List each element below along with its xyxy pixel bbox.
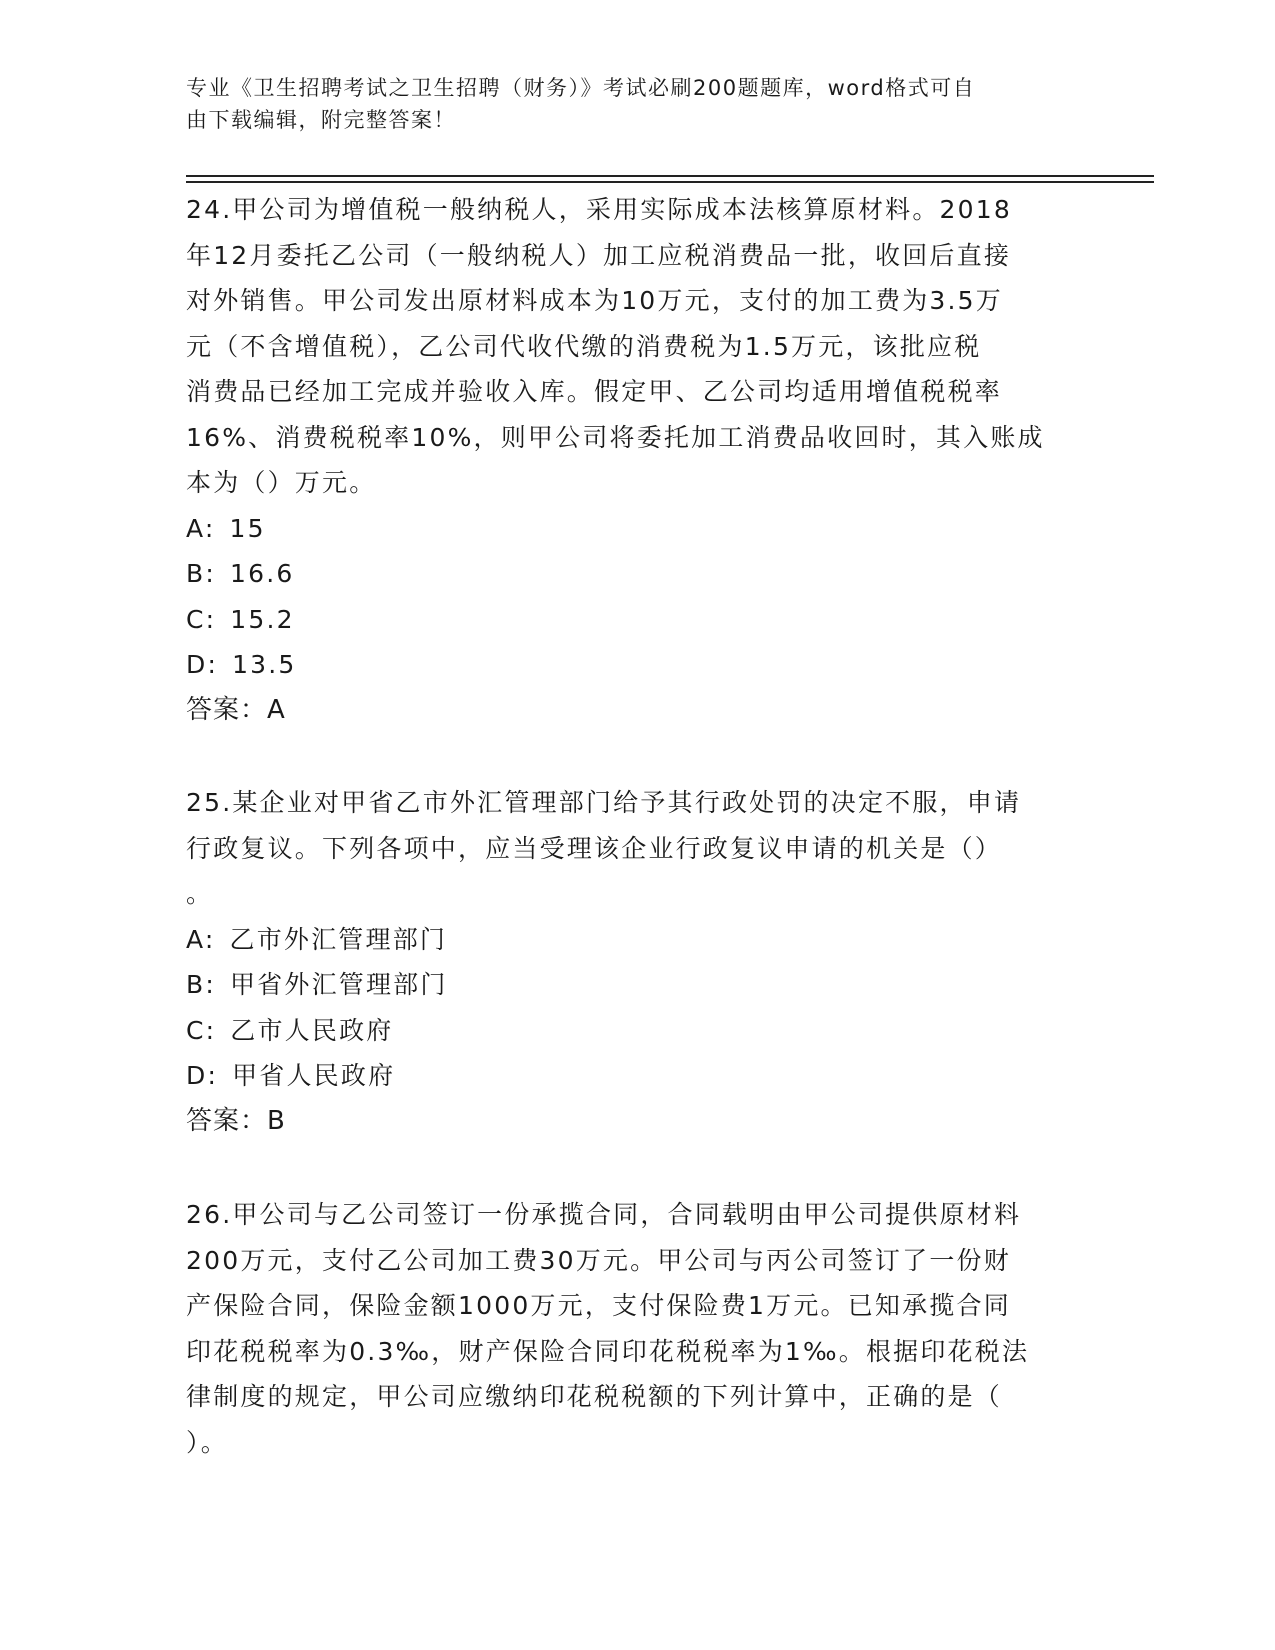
option-letter: B: <box>186 559 216 588</box>
question-24-line-2: 年12月委托乙公司（一般纳税人）加工应税消费品一批，收回后直接 <box>186 240 1012 270</box>
option-text: 甲省人民政府 <box>232 1061 396 1090</box>
question-24-option-c <box>186 597 1066 643</box>
header-divider-bottom <box>186 181 1154 183</box>
question-24-option-a <box>186 506 1066 552</box>
option-letter: C: <box>186 604 217 634</box>
question-25 <box>186 780 1066 1144</box>
question-24-option-b <box>186 551 1066 597</box>
question-25-line-1: 25.某企业对甲省乙市外汇管理部门给予其行政处罚的决定不服，申请 <box>186 788 1022 817</box>
question-26-line-3: 产保险合同，保险金额1000万元，支付保险费1万元。已知承揽合同 <box>186 1291 1011 1320</box>
option-text: 15 <box>229 513 266 543</box>
question-25-option-d <box>186 1053 1066 1099</box>
question-26-line-6: ）。 <box>186 1427 228 1457</box>
question-24-line-6: 16%、消费税税率10%，则甲公司将委托加工消费品收回时，其入账成 <box>186 422 1045 452</box>
header-divider-top <box>186 175 1154 177</box>
question-24-line-7: 本为（）万元。 <box>186 468 377 497</box>
option-letter: A: <box>186 513 216 543</box>
option-letter: A: <box>186 924 216 954</box>
question-24-line-3: 对外销售。甲公司发出原材料成本为10万元，支付的加工费为3.5万 <box>186 286 1003 315</box>
question-24-line-5: 消费品已经加工完成并验收入库。假定甲、乙公司均适用增值税税率 <box>186 377 1003 406</box>
option-text: 乙市人民政府 <box>230 1015 394 1045</box>
option-letter: D: <box>186 1061 219 1090</box>
question-26-line-1: 26.甲公司与乙公司签订一份承揽合同，合同载明由甲公司提供原材料 <box>186 1200 1022 1229</box>
question-25-line-3: 。 <box>186 879 214 908</box>
option-text: 16.6 <box>229 559 295 588</box>
option-text: 甲省外汇管理部门 <box>229 970 448 999</box>
question-25-option-a <box>186 917 1066 963</box>
option-text: 13.5 <box>232 650 297 679</box>
option-text: 乙市外汇管理部门 <box>229 924 448 954</box>
question-26-line-5: 律制度的规定，甲公司应缴纳印花税税额的下列计算中，正确的是（ <box>186 1382 1003 1411</box>
option-text: 15.2 <box>230 604 295 634</box>
option-letter: C: <box>186 1015 217 1045</box>
question-24-option-d <box>186 642 1066 688</box>
question-25-line-2: 行政复议。下列各项中，应当受理该企业行政复议申请的机关是（） <box>186 833 1003 863</box>
question-26-line-4: 印花税税率为0.3‰，财产保险合同印花税税率为1‰。根据印花税法 <box>186 1336 1030 1366</box>
question-25-option-c <box>186 1008 1066 1054</box>
question-24-line-1: 24.甲公司为增值税一般纳税人，采用实际成本法核算原材料。2018 <box>186 195 1012 224</box>
question-24 <box>186 187 1066 733</box>
option-letter: D: <box>186 650 219 679</box>
header-line-2: 由下载编辑，附完整答案！ <box>186 108 456 132</box>
question-25-option-b <box>186 962 1066 1008</box>
question-26-line-2: 200万元，支付乙公司加工费30万元。甲公司与丙公司签订了一份财 <box>186 1245 1011 1275</box>
option-letter: B: <box>186 970 216 999</box>
page-header <box>186 72 1066 136</box>
question-24-line-4: 元（不含增值税），乙公司代收代缴的消费税为1.5万元，该批应税 <box>186 331 982 361</box>
question-24-answer: 答案：A <box>186 694 286 725</box>
question-25-answer: 答案：B <box>186 1105 286 1136</box>
header-line-1: 专业《卫生招聘考试之卫生招聘（财务）》考试必刷200题题库，word格式可自 <box>186 76 976 100</box>
question-26 <box>186 1192 1066 1465</box>
